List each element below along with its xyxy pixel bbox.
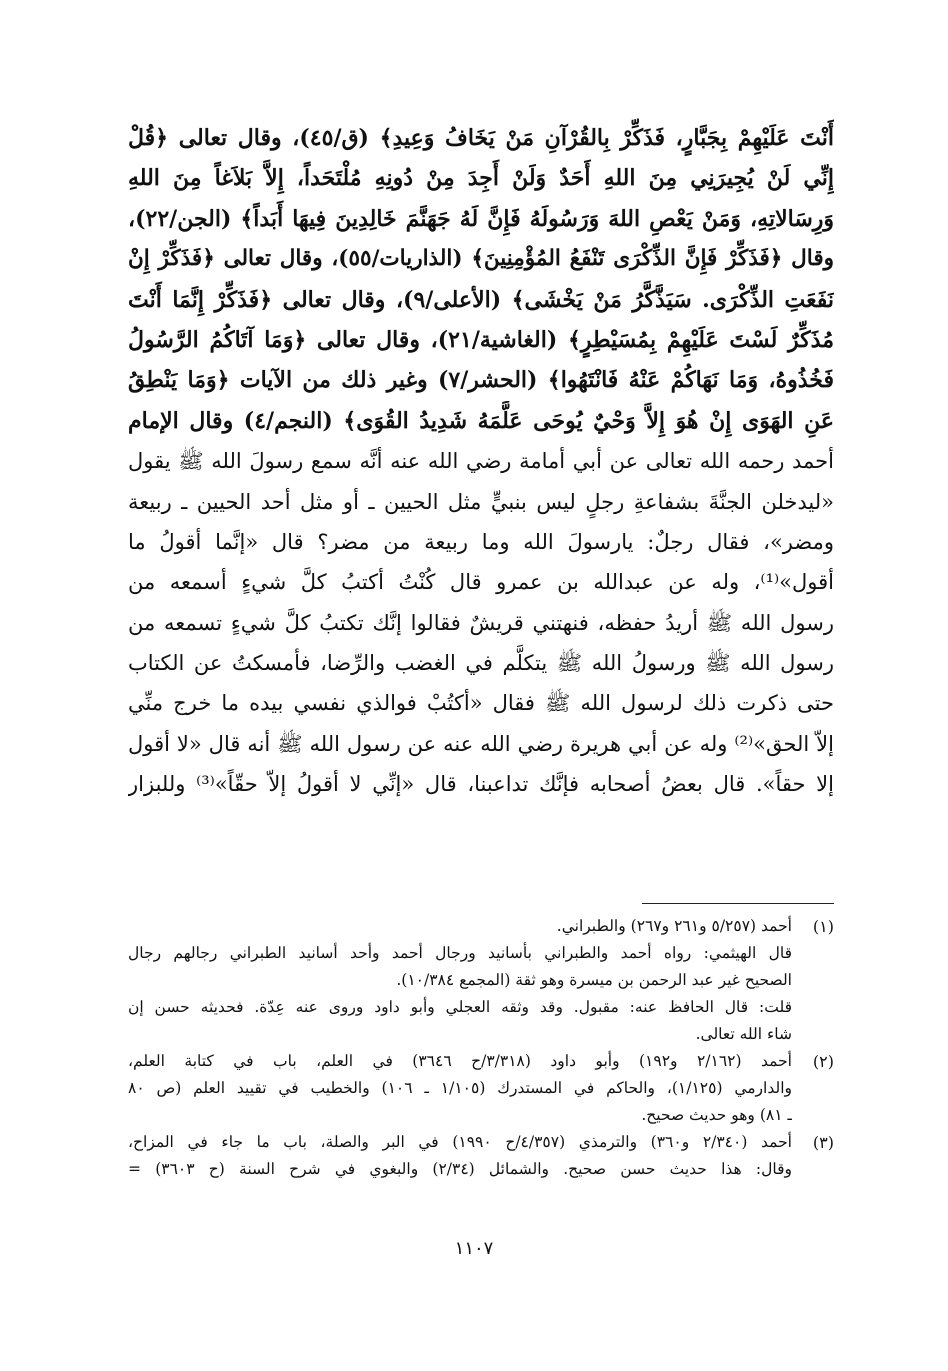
text-line: فَخُذُوهُ، وَمَا نَهَاكُمْ عَنْهُ فَانْتَهُوا﴾ (الحشر/٧) وغير ذلك من الآيات ﴿وَمَا يَنْطِقُ: [128, 367, 834, 394]
text-line: أحمد رحمه الله تعالى عن أبي أمامة رضي الله عنه أنَّه سمع رسولَ الله ﷺ يقول: [128, 449, 834, 474]
text-line: عَنِ الهَوَى إِنْ هُوَ إِلاَّ وَحْيٌ يُوحَى عَلَّمَهُ شَدِيدُ القُوَى﴾ (النجم/٤) وقال الإمام: [128, 407, 834, 434]
footnote-separator: [642, 903, 834, 904]
footnote-line: أحمد (٢/١٦٢ و١٩٢) وأبو داود (٣/٣١٨/ح ٣٦٤٦) في العلم، باب في كتابة العلم،: [128, 1052, 792, 1070]
footnote-line: وقال: هذا حديث حسن صحيح. والشمائل (٢/٣٤) والبغوي في شرح السنة (ح ٣٦٠٣) =: [128, 1160, 792, 1178]
text-line: ومضر»، فقال رجلٌ: يارسولَ الله وما ربيعة من مضر؟ قال «إنَّما أقولُ ما: [128, 529, 834, 554]
footnotes: [128, 913, 834, 1183]
page-number: ١١٠٧: [454, 1238, 494, 1259]
footnote-line: قال الهيثمي: رواه أحمد والطبراني بأسانيد ورجال أحمد وأحد أسانيد الطبراني رجالهم رجال: [128, 944, 792, 962]
footnote-line: والدارمي (١/١٢٥)، والحاكم في المستدرك (١/١٠٥ ـ ١٠٦) والخطيب في تقييد العلم (ص ٨٠: [128, 1079, 792, 1097]
footnote-line: قلت: قال الحافظ عنه: مقبول. وقد وثقه العجلي وأبو داود وروى عنه عِدّة. فحديثه حسن إن: [128, 998, 792, 1016]
text-line: حتى ذكرت ذلك لرسول الله ﷺ فقال «أكتُبْ فوالذي نفسي بيده ما خرج منِّي: [128, 691, 834, 716]
footnote-line: أحمد (٢/٣٤٠ و٣٦٠) والترمذي (٤/٣٥٧/ح ١٩٩٠) في البر والصلة، باب ما جاء في المزاح،: [128, 1133, 792, 1151]
footnote-line: الصحيح غير عبد الرحمن بن ميسرة وهو ثقة (المجمع ١٠/٣٨٤).: [396, 971, 792, 989]
text-line: أقول»⁽¹⁾، وله عن عبدالله بن عمرو قال كُنْتُ أكتبُ كلَّ شيءٍ أسمعه من: [128, 570, 834, 595]
footnote-3: [128, 1129, 834, 1183]
footnote-2: [128, 1048, 834, 1129]
text-line: نَفَعَتِ الذِّكْرَى. سَيَذَّكَّرُ مَنْ يَخْشَى﴾ (الأعلى/٩)، وقال تعالى ﴿فَذَكِّرْ إِنَّمَا أَنْتَ: [128, 286, 834, 313]
footnote-line: شاء الله تعالى.: [695, 1025, 792, 1043]
text-line: أَنْتَ عَلَيْهِمْ بِجَبَّارٍ، فَذَكِّرْ بِالقُرْآنِ مَنْ يَخَافُ وَعِيدِ﴾ (ق/٤٥)، وقال تعالى ﴿قُلْ: [128, 125, 834, 151]
footnote-number: (٢): [812, 1052, 834, 1071]
text-line: وقال ﴿فَذَكِّرْ فَإِنَّ الذِّكْرَى تَنْفَعُ المُؤْمِنِينَ﴾ (الذاريات/٥٥)، وقال تعالى ﴿فَذَكِّرْ إِنْ: [128, 246, 834, 272]
text-line: إلا حقاً». قال بعضُ أصحابه فإنَّك تداعبنا، قال «إنِّي لا أقولُ إلاّ حقّاً»⁽³⁾ وللبزار: [128, 772, 834, 797]
footnote-line: أحمد (٥/٢٥٧ و٢٦١ و٢٦٧) والطبراني.: [556, 917, 792, 935]
text-line: إِنِّي لَنْ يُجِيرَنِي مِنَ اللهِ أَحَدٌ وَلَنْ أَجِدَ مِنْ دُونِهِ مُلْتَحَداً، إِلاَّ بَلاَغاً مِنَ اللهِ: [128, 165, 834, 192]
text-line: مُذَكِّرٌ لَسْتَ عَلَيْهِمْ بِمُسَيْطِرٍ﴾ (الغاشية/٢١)، وقال تعالى ﴿وَمَا آتَاكُمُ الرَّسُولُ: [128, 326, 834, 353]
footnote-line: ـ ٨١) وهو حديث صحيح.: [641, 1106, 792, 1124]
main-text-block: [128, 118, 834, 805]
text-line: إلاّ الحق»⁽²⁾ وله عن أبي هريرة رضي الله عنه عن رسول الله ﷺ أنه قال «لا أقول: [128, 731, 834, 756]
text-line: «ليدخلن الجنَّةَ بشفاعةِ رجلٍ ليس بنبيٍّ مثل الحيين ـ أو مثل أحد الحيين ـ ربيعة: [128, 489, 834, 514]
text-line: رسول الله ﷺ ورسولُ الله ﷺ يتكلَّم في الغضب والرِّضا، فأمسكتُ عن الكتاب: [128, 651, 834, 676]
footnote-1: [128, 913, 834, 1048]
text-line: رسول الله ﷺ أريدُ حفظه، فنهتني قريشٌ فقالوا إنَّك تكتبُ كلَّ شيءٍ تسمعه من: [128, 610, 834, 635]
text-line: وَرِسَالاتِهِ، وَمَنْ يَعْصِ اللهَ وَرَسُولَهُ فَإِنَّ لَهُ جَهَنَّمَ خَالِدِينَ فِيهَا أَبَداً﴾ (الجن/٢٢)،: [128, 205, 834, 232]
footnote-number: (٣): [812, 1133, 834, 1152]
footnote-number: (١): [812, 917, 834, 936]
